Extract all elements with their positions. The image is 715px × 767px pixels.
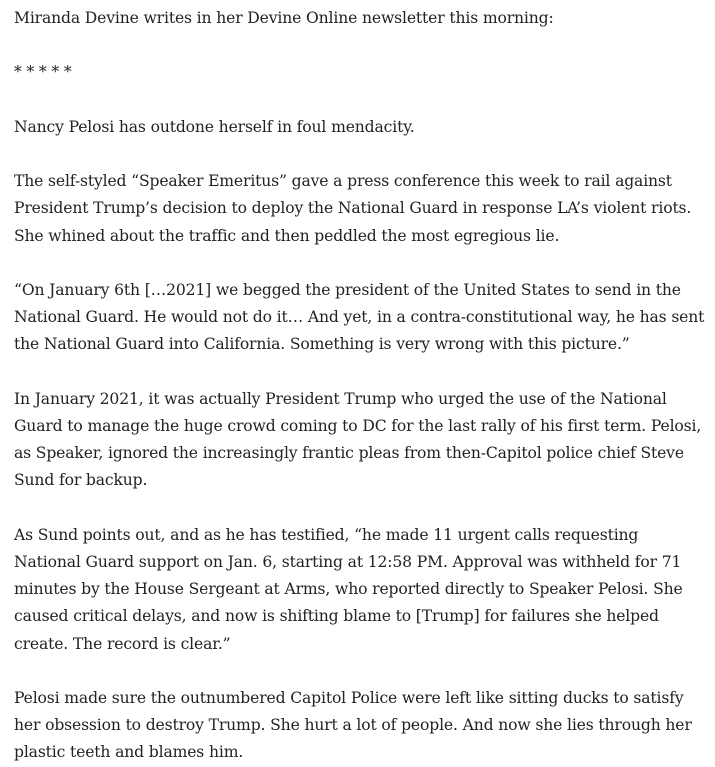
intro-paragraph: Miranda Devine writes in her Devine Online newsletter this morning: [14,9,554,27]
paragraph: Pelosi made sure the outnumbered Capitol Police were left like sitting ducks to satisfy her obsession to destroy Trump. She hurt a lot of people. And now she lies through her plastic teeth and blames him. [14,688,692,762]
paragraph: The self-styled “Speaker Emeritus” gave a press conference this week to rail against President Trump’s decision to deploy the National Guard in response LA’s violent riots. She whined about the traffic and then peddled the most egregious lie. [14,172,692,245]
quote-paragraph: “On January 6th […2021] we begged the president of the United States to send in the National Guard. He would not do it… And yet, in a contra-constitutional way, he has sent the National Guard into California. Something is very wrong with this picture.” [14,280,705,354]
section-divider: * * * * * [14,63,72,82]
paragraph: Nancy Pelosi has outdone herself in foul mendacity. [14,117,415,136]
paragraph: In January 2021, it was actually President Trump who urged the use of the National Guard to manage the huge crowd coming to DC for the last rally of his first term. Pelosi, as Speaker, ignored the increasingly frantic pleas from then-Capitol police chief Steve Sund for backup. [14,389,702,490]
paragraph: As Sund points out, and as he has testified, “he made 11 urgent calls requesting National Guard support on Jan. 6, starting at 12:58 PM. Approval was withheld for 71 minutes by the House Sergeant at Arms, who reported directly to Speaker Pelosi. She caused critical delays, and now is shifting blame to [Trump] for failures she helped create. The record is clear.” [14,525,683,653]
